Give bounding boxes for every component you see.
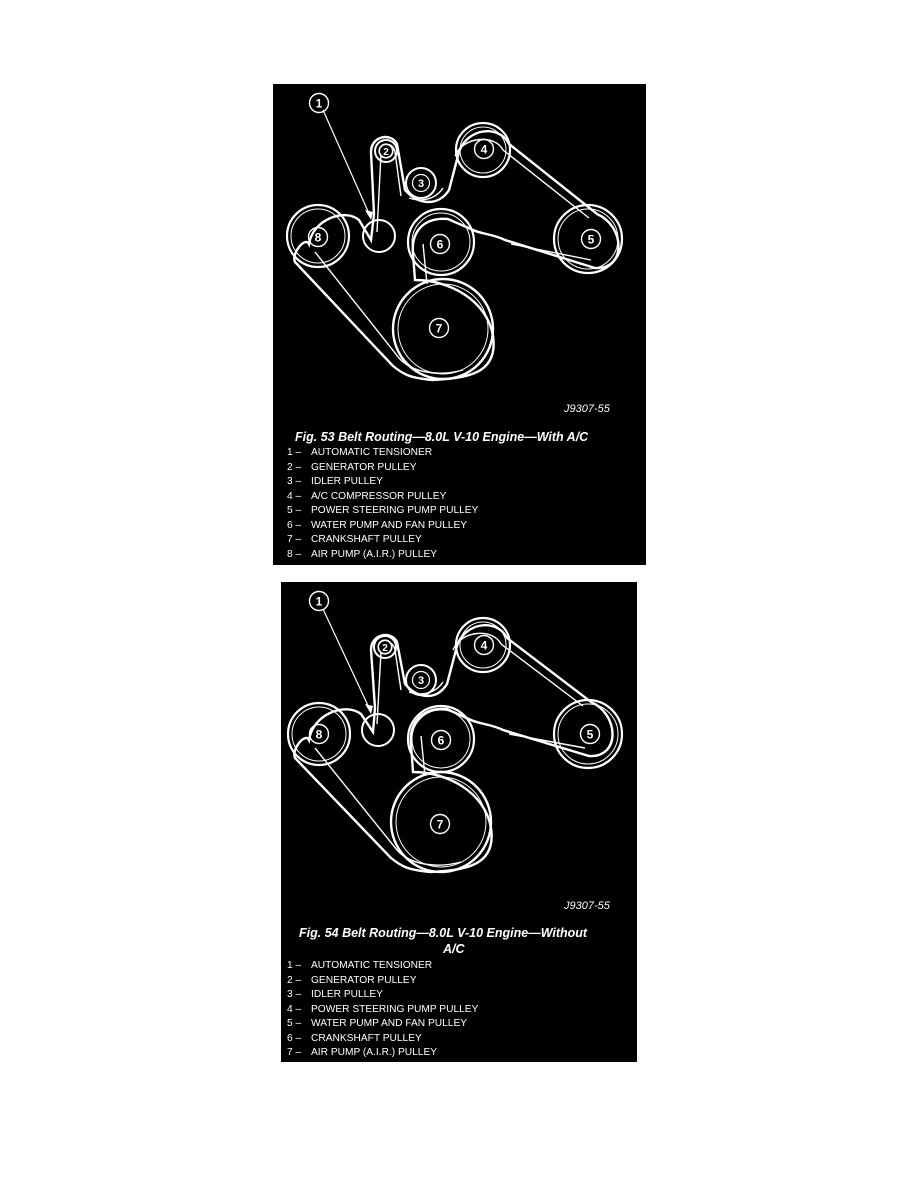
legend-number: 5 – [287,505,302,516]
legend-number: 6 – [287,1032,302,1044]
belt-routing-diagram-without-ac [281,582,637,902]
tensioner-leader-line [323,609,371,712]
legend-item [287,1003,478,1018]
legend-item [287,533,478,548]
legend-item [287,461,478,476]
legend-number: 1 – [287,960,302,971]
legend-text: WATER PUMP AND FAN PULLEY [311,519,468,531]
callout-number-tensioner: 1 [315,594,323,609]
legend-text: WATER PUMP AND FAN PULLEY [311,1018,468,1029]
legend-list [287,959,478,1061]
legend-number: 2 – [287,974,302,986]
callout-number-air-pump: 8 [314,230,322,245]
legend-text: POWER STEERING PUMP PULLEY [311,505,479,516]
leader-arrowhead [365,210,373,220]
callout-number-power-steering: 5 [587,232,595,247]
legend-number: 4 – [287,1003,302,1015]
crankshaft-pulley-inner [398,284,488,374]
legend-list [287,446,478,562]
legend-number: 3 – [287,989,302,1000]
figure-53-panel [273,84,646,565]
figure-caption-line-2: A/C [443,942,465,956]
legend-text: A/C COMPRESSOR PULLEY [311,490,447,502]
callout-number-generator: 2 [383,147,389,158]
callout-number-ac: 4 [480,638,488,653]
legend-item [287,1017,478,1032]
legend-item [287,446,478,461]
legend-number: 8 – [287,548,302,560]
legend-text: AIR PUMP (A.I.R.) PULLEY [311,1047,438,1058]
legend-text: AUTOMATIC TENSIONER [311,960,433,971]
legend-item [287,548,478,563]
callout-number-water-pump: 6 [436,237,444,252]
legend-item [287,490,478,505]
leader-arrowhead [365,704,373,714]
callout-number-tensioner: 1 [315,96,323,111]
legend-number: 6 – [287,519,302,531]
tensioner-leader-line [323,110,371,218]
callout-number-crankshaft: 7 [436,817,444,832]
callout-number-crankshaft: 7 [435,321,443,336]
legend-text: IDLER PULLEY [311,476,383,487]
legend-number: 4 – [287,490,302,502]
legend-item [287,988,478,1003]
legend-text: AUTOMATIC TENSIONER [311,447,433,458]
legend-item [287,504,478,519]
legend-text: CRANKSHAFT PULLEY [311,534,422,545]
legend-item [287,1046,478,1061]
legend-text: CRANKSHAFT PULLEY [311,1032,422,1044]
callout-number-generator: 2 [382,643,388,654]
figure-caption-line-1: Fig. 54 Belt Routing—8.0L V-10 Engine—Without [299,926,588,940]
legend-item [287,1032,478,1047]
legend-text: POWER STEERING PUMP PULLEY [311,1003,479,1015]
legend-number: 7 – [287,534,302,545]
legend-number: 1 – [287,447,302,458]
callout-number-power-steering: 5 [586,727,594,742]
crankshaft-pulley [393,279,493,379]
legend-text: GENERATOR PULLEY [311,461,417,473]
legend-text: IDLER PULLEY [311,989,383,1000]
legend-item [287,959,478,974]
callout-number-air-pump: 8 [315,727,323,742]
legend-number: 7 – [287,1047,302,1058]
callout-number-ac: 4 [480,142,488,157]
legend-number: 5 – [287,1018,302,1029]
figure-id: J9307-55 [564,403,610,415]
legend-text: AIR PUMP (A.I.R.) PULLEY [311,548,438,560]
callout-number-water-pump: 6 [437,733,445,748]
figure-54-panel [281,582,637,1062]
legend-item [287,475,478,490]
figure-id: J9307-55 [564,900,610,912]
figure-caption: Fig. 53 Belt Routing—8.0L V-10 Engine—With A/C [295,430,589,444]
callout-number-idler: 3 [417,178,425,190]
legend-number: 3 – [287,476,302,487]
legend-text: GENERATOR PULLEY [311,974,417,986]
legend-item [287,974,478,989]
callout-number-idler: 3 [417,675,425,687]
legend-number: 2 – [287,461,302,473]
tensioner-pulley [362,714,394,746]
legend-item [287,519,478,534]
